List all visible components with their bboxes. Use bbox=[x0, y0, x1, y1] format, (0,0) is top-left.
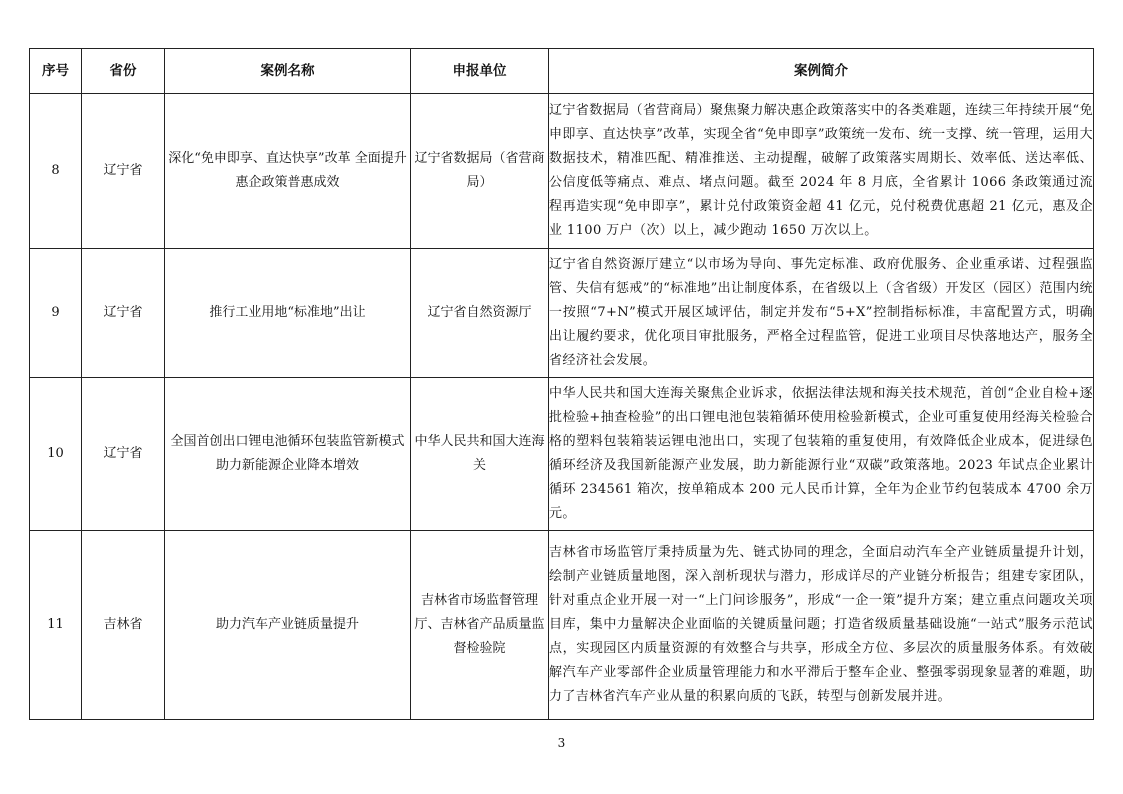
table-header-row bbox=[30, 49, 1094, 94]
cell-case-name: 推行工业用地“标准地”出让 bbox=[165, 249, 411, 378]
header-reporting-unit: 申报单位 bbox=[411, 49, 549, 94]
cell-province: 辽宁省 bbox=[82, 249, 165, 378]
cell-reporting-unit: 辽宁省自然资源厅 bbox=[411, 249, 549, 378]
header-serial-number: 序号 bbox=[30, 49, 82, 94]
header-case-name: 案例名称 bbox=[165, 49, 411, 94]
cell-serial-number: 8 bbox=[30, 94, 82, 249]
cell-province: 辽宁省 bbox=[82, 94, 165, 249]
cell-reporting-unit: 辽宁省数据局（省营商局） bbox=[411, 94, 549, 249]
page-number: 3 bbox=[557, 736, 566, 750]
cell-serial-number: 11 bbox=[30, 531, 82, 720]
table-row bbox=[30, 249, 1094, 378]
cell-case-name: 助力汽车产业链质量提升 bbox=[165, 531, 411, 720]
cell-case-summary: 辽宁省自然资源厅建立“以市场为导向、事先定标准、政府优服务、企业重承诺、过程强监管、失信有惩戒”的“标准地”出让制度体系，在省级以上（含省级）开发区（园区）范围内统一按照“7+N”模式开展区域评估，制定并发布“5+X”控制指标标准，丰富配置方式，明确出让履约要求，优化项目审批服务，严格全过程监管，促进工业项目尽快落地达产，服务全省经济社会发展。 bbox=[549, 249, 1094, 378]
header-province: 省份 bbox=[82, 49, 165, 94]
cell-case-name: 深化“免申即享、直达快享”改革 全面提升惠企政策普惠成效 bbox=[165, 94, 411, 249]
cell-serial-number: 9 bbox=[30, 249, 82, 378]
cell-case-name: 全国首创出口锂电池循环包装监管新模式 助力新能源企业降本增效 bbox=[165, 378, 411, 531]
cell-reporting-unit: 中华人民共和国大连海关 bbox=[411, 378, 549, 531]
cell-case-summary: 中华人民共和国大连海关聚焦企业诉求，依据法律法规和海关技术规范，首创“企业自检+逐批检验+抽查检验”的出口锂电池包装箱循环使用检验新模式，企业可重复使用经海关检验合格的塑料包装箱装运锂电池出口，实现了包装箱的重复使用，有效降低企业成本，促进绿色循环经济及我国新能源产业发展，助力新能源行业“双碳”政策落地。2023 年试点企业累计循环 234561 箱次，按单箱成本 200 元人民币计算，全年为企业节约包装成本 4700 余万元。 bbox=[549, 378, 1094, 531]
cell-reporting-unit: 吉林省市场监督管理厅、吉林省产品质量监督检验院 bbox=[411, 531, 549, 720]
cell-province: 吉林省 bbox=[82, 531, 165, 720]
header-case-summary: 案例简介 bbox=[549, 49, 1094, 94]
table-row bbox=[30, 378, 1094, 531]
cell-serial-number: 10 bbox=[30, 378, 82, 531]
case-table bbox=[29, 48, 1094, 720]
table-row bbox=[30, 94, 1094, 249]
cell-province: 辽宁省 bbox=[82, 378, 165, 531]
table-row bbox=[30, 531, 1094, 720]
cell-case-summary: 吉林省市场监管厅秉持质量为先、链式协同的理念，全面启动汽车全产业链质量提升计划，绘制产业链质量地图，深入剖析现状与潜力，形成详尽的产业链分析报告；组建专家团队，针对重点企业开展一对一“上门问诊服务”，形成“一企一策”提升方案；建立重点问题攻关项目库，集中力量解决企业面临的关键质量问题；打造省级质量基础设施“一站式”服务示范试点，实现园区内质量资源的有效整合与共享，形成全方位、多层次的质量服务体系。有效破解汽车产业零部件企业质量管理能力和水平滞后于整车企业、整强零弱现象显著的难题，助力了吉林省汽车产业从量的积累向质的飞跃，转型与创新发展并进。 bbox=[549, 531, 1094, 720]
cell-case-summary: 辽宁省数据局（省营商局）聚焦聚力解决惠企政策落实中的各类难题，连续三年持续开展“免申即享、直达快享”改革，实现全省“免申即享”政策统一发布、统一支撑、统一管理，运用大数据技术，精准匹配、精准推送、主动提醒，破解了政策落实周期长、效率低、送达率低、公信度低等痛点、难点、堵点问题。截至 2024 年 8 月底，全省累计 1066 条政策通过流程再造实现“免申即享”，累计兑付政策资金超 41 亿元，兑付税费优惠超 21 亿元，惠及企业 1100 万户（次）以上，减少跑动 1650 万次以上。 bbox=[549, 94, 1094, 249]
